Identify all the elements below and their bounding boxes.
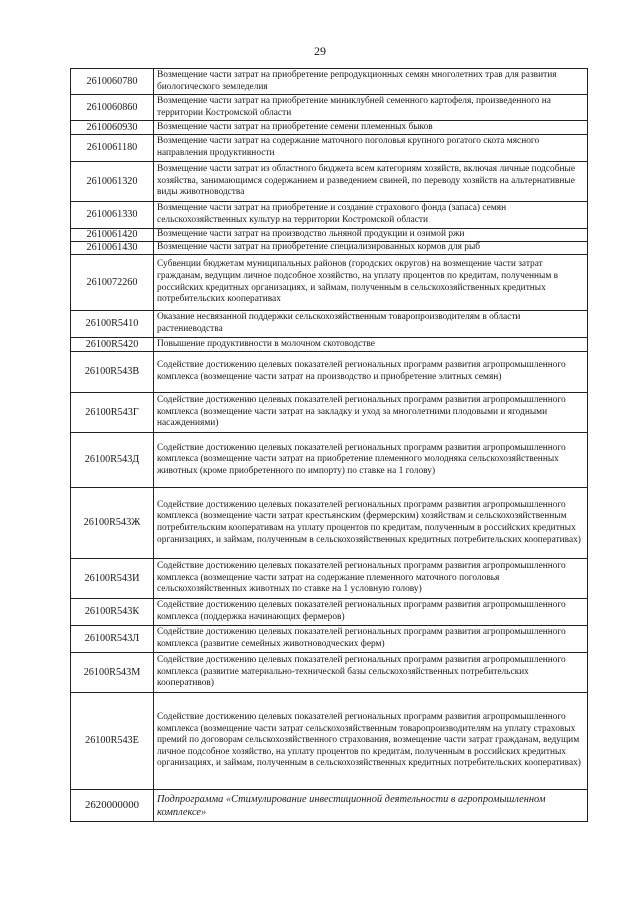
budget-code-cell: 26100R543М (71, 653, 154, 693)
description-cell: Возмещение части затрат на приобретение миниклубней семенного картофеля, произведенного на территории Костромской области (154, 95, 588, 121)
description-cell: Возмещение части затрат на приобретение семени племенных быков (154, 121, 588, 135)
budget-code-table (70, 68, 588, 822)
table-row (71, 653, 588, 693)
page-number: 29 (314, 44, 326, 58)
description-cell: Подпрограмма «Стимулирование инвестиционной деятельности в агропромышленном комплексе» (154, 790, 588, 822)
table-row (71, 255, 588, 311)
table-row (71, 121, 588, 135)
table-body (71, 69, 588, 822)
table-row (71, 488, 588, 559)
budget-code-cell: 26100R543Л (71, 626, 154, 653)
table-row (71, 433, 588, 488)
table-row (71, 69, 588, 95)
description-cell: Возмещение части затрат на производство льняной продукции и озимой ржи (154, 229, 588, 242)
description-cell: Повышение продуктивности в молочном скотоводстве (154, 338, 588, 352)
budget-code-cell: 26100R543Г (71, 393, 154, 433)
budget-code-cell: 26100R543Ж (71, 488, 154, 559)
budget-code-cell: 2610060780 (71, 69, 154, 95)
budget-code-cell: 26100R5410 (71, 311, 154, 338)
budget-code-cell: 2610072260 (71, 255, 154, 311)
description-cell: Содействие достижению целевых показателей региональных программ развития агропромышленного комплекса (возмещение части затрат на производство и приобретение элитных семян) (154, 352, 588, 393)
description-cell: Содействие достижению целевых показателей региональных программ развития агропромышленного комплекса (развитие материально-технической базы сельскохозяйственных потребительских кооперативов) (154, 653, 588, 693)
table-row (71, 311, 588, 338)
budget-code-cell: 2610060860 (71, 95, 154, 121)
table-row (71, 393, 588, 433)
description-cell: Возмещение части затрат на приобретение специализированных кормов для рыб (154, 242, 588, 255)
budget-code-cell: 2610061320 (71, 162, 154, 202)
description-cell: Содействие достижению целевых показателей региональных программ развития агропромышленного комплекса (возмещение части затрат на содержание племенного маточного поголовья сельскохозяйственных животных по ставке на 1 условную голову) (154, 559, 588, 599)
table-row (71, 559, 588, 599)
budget-code-cell: 26100R543Е (71, 693, 154, 790)
table-row (71, 229, 588, 242)
budget-code-cell: 2610061420 (71, 229, 154, 242)
description-cell: Возмещение части затрат на приобретение репродукционных семян многолетних трав для развития биологического земледелия (154, 69, 588, 95)
budget-code-cell: 2610061330 (71, 202, 154, 229)
budget-code-cell: 2610060930 (71, 121, 154, 135)
table-row (71, 693, 588, 790)
budget-code-cell: 2610061180 (71, 135, 154, 162)
table-row (71, 202, 588, 229)
table-row (71, 242, 588, 255)
subprogram-row (71, 790, 588, 822)
table-row (71, 135, 588, 162)
description-cell: Содействие достижению целевых показателей региональных программ развития агропромышленного комплекса (возмещение части затрат на приобретение племенного молодняка сельскохозяйственных животных (кроме приобретенного по импорту) по ставке на 1 голову) (154, 433, 588, 488)
description-cell: Возмещение части затрат на содержание маточного поголовья крупного рогатого скота мясного направления продуктивности (154, 135, 588, 162)
description-cell: Возмещение части затрат из областного бюджета всем категориям хозяйств, включая личные подсобные хозяйства, занимающимся содержанием и разведением свиней, по переводу хозяйств на альтернативные виды животноводства (154, 162, 588, 202)
table-row (71, 95, 588, 121)
budget-code-cell: 26100R543К (71, 599, 154, 626)
table-row (71, 352, 588, 393)
description-cell: Возмещение части затрат на приобретение и создание страхового фонда (запаса) семян сельскохозяйственных культур на территории Костромской области (154, 202, 588, 229)
description-cell: Субвенции бюджетам муниципальных районов (городских округов) на возмещение части затрат гражданам, ведущим личное подсобное хозяйство, на уплату процентов по кредитам, полученным в российских кредитных организациях, и займам, полученным в сельскохозяйственных кредитных потребительских кооперативах (154, 255, 588, 311)
table-row (71, 338, 588, 352)
description-cell: Содействие достижению целевых показателей региональных программ развития агропромышленного комплекса (поддержка начинающих фермеров) (154, 599, 588, 626)
budget-code-cell: 26100R543В (71, 352, 154, 393)
description-cell: Содействие достижению целевых показателей региональных программ развития агропромышленного комплекса (развитие семейных животноводческих ферм) (154, 626, 588, 653)
budget-code-cell: 2610061430 (71, 242, 154, 255)
budget-code-cell: 2620000000 (71, 790, 154, 822)
description-cell: Содействие достижению целевых показателей региональных программ развития агропромышленного комплекса (возмещение части затрат на закладку и уход за многолетними плодовыми и ягодными насаждениями) (154, 393, 588, 433)
budget-code-cell: 26100R5420 (71, 338, 154, 352)
description-cell: Содействие достижению целевых показателей региональных программ развития агропромышленного комплекса (возмещение части затрат крестьянским (фермерским) хозяйствам и сельскохозяйственным потребительским кооперативам на уплату процентов по кредитам, полученным в российских кредитных организациях, и займам, полученным в сельскохозяйственных кредитных потребительских кооперативах) (154, 488, 588, 559)
table-row (71, 162, 588, 202)
description-cell: Оказание несвязанной поддержки сельскохозяйственным товаропроизводителям в области растениеводства (154, 311, 588, 338)
table-row (71, 626, 588, 653)
description-cell: Содействие достижению целевых показателей региональных программ развития агропромышленного комплекса (возмещение части затрат сельскохозяйственным товаропроизводителям на уплату страховых премий по договорам сельскохозяйственного страхования, возмещение части затрат гражданам, ведущим личное подсобное хозяйство, на уплату процентов по кредитам, полученным в российских кредитных организациях, и займам, полученным в сельскохозяйственных кредитных потребительских кооперативах) (154, 693, 588, 790)
budget-code-cell: 26100R543И (71, 559, 154, 599)
budget-code-cell: 26100R543Д (71, 433, 154, 488)
table-row (71, 599, 588, 626)
